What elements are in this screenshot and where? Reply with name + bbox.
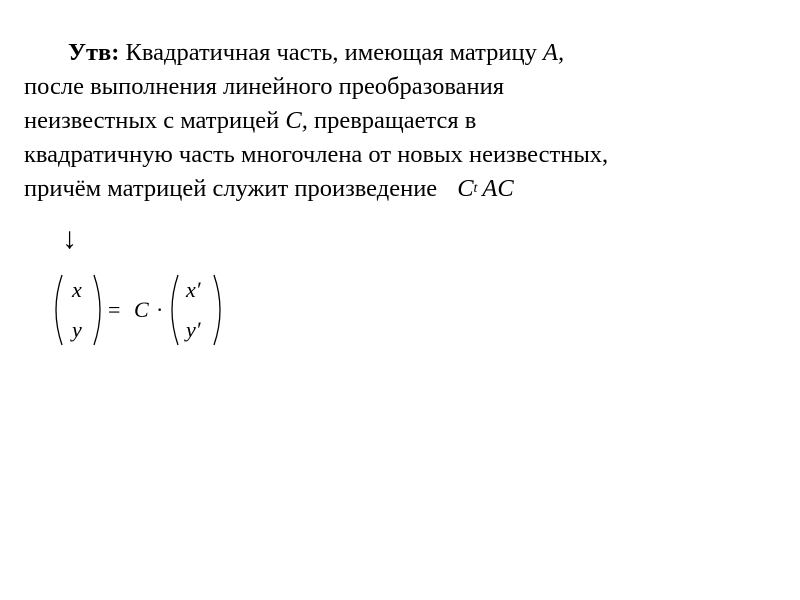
transpose-superscript: t [473, 181, 478, 196]
equals-sign: = [108, 297, 121, 322]
statement-text-5: причём матрицей служит произведение [24, 175, 438, 202]
left-paren-open [56, 275, 62, 345]
theorem-statement [24, 36, 784, 206]
statement-text-3: неизвестных с матрицей [24, 107, 286, 134]
vector-y-prime: y′ [186, 317, 201, 342]
right-paren-open [172, 275, 178, 345]
statement-line-4: квадратичную часть многочлена от новых неизвестных, [24, 141, 609, 168]
statement-line-2: после выполнения линейного преобразования [24, 73, 505, 100]
down-arrow-icon: ↓ [62, 222, 77, 255]
statement-line-5 [24, 172, 784, 206]
statement-text-3b: превращается в [307, 107, 477, 134]
product-formula [457, 172, 514, 206]
matrix-equation [50, 272, 250, 348]
product-base: C [457, 175, 474, 202]
matrix-c: C, [285, 107, 308, 134]
statement-label: Утв: [68, 39, 120, 66]
multiply-dot: · [156, 297, 164, 322]
statement-line-1 [24, 36, 784, 70]
matrix-a: A, [543, 39, 565, 66]
statement-line-3 [24, 104, 784, 138]
matrix-c-symbol: C [134, 297, 149, 322]
product-rest: AC [482, 175, 514, 202]
vector-x-prime: x′ [186, 277, 201, 302]
left-paren-close [94, 275, 100, 345]
right-paren-close [214, 275, 220, 345]
vector-x: x [72, 277, 82, 302]
vector-y: y [72, 317, 82, 342]
statement-text-1: Квадратичная часть, имеющая матрицу [119, 39, 544, 66]
